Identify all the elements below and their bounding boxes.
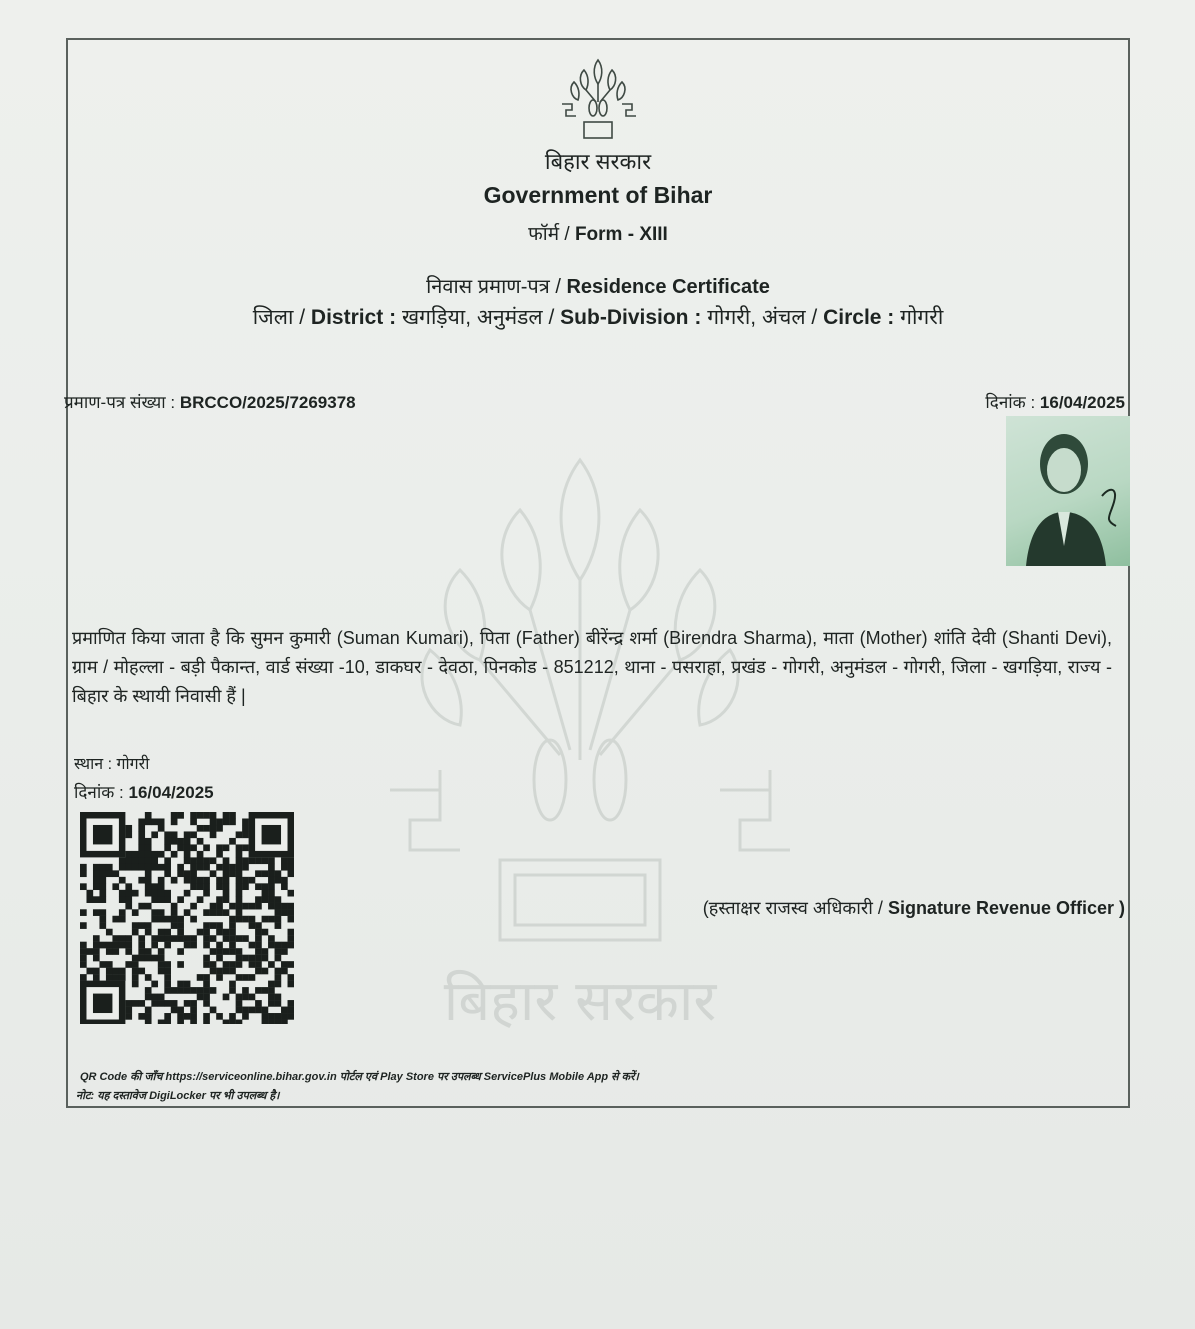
bihar-logo-icon [552,52,644,142]
district-label: District : [310,306,397,329]
subdivision-value: गोगरी, अंचल / [707,306,818,329]
cert-no-value: BRCCO/2025/7269378 [179,393,356,412]
footer-date-value: 16/04/2025 [128,783,214,802]
person-photo-icon [1006,416,1130,566]
applicant-photo [1006,416,1130,566]
signature-label [703,896,1125,920]
form-hindi: फॉर्म / [528,224,570,245]
bihar-emblem-watermark [370,420,790,1060]
hindi-title: बिहार सरकार [544,149,652,174]
digilocker-note: नोट: यह दस्तावेज DigiLocker पर भी उपलब्ध है। [76,1090,280,1102]
signature-english: Signature Revenue Officer ) [887,898,1125,918]
qr-verification-note: QR Code की जाँच https://serviceonline.bihar.gov.in पोर्टल एवं Play Store पर उपलब्ध ServicePlus Mobile App से करें। [80,1071,639,1083]
cert-hindi: निवास प्रमाण-पत्र / [426,276,561,298]
english-title: Government of Bihar [483,182,713,208]
watermark-text: बिहार सरकार [443,969,717,1034]
circle-label: Circle : [823,306,895,329]
district-hindi: जिला / [252,306,306,329]
footer-date [74,780,214,803]
footer-date-label: दिनांक : [74,783,124,802]
signature-hindi: (हस्ताक्षर राजस्व अधिकारी / [702,898,883,918]
issue-date-value: 16/04/2025 [1039,393,1125,412]
certificate-type [66,272,1130,299]
place-value: गोगरी [116,756,150,773]
district-value: खगड़िया, अनुमंडल / [401,306,555,329]
district-line [66,303,1130,331]
qr-code-icon [80,812,294,1024]
place-label: स्थान : [74,756,113,773]
issue-date-label: दिनांक : [985,393,1036,412]
certificate-body: प्रमाणित किया जाता है कि सुमन कुमारी (Suman Kumari), पिता (Father) बीरेंन्द्र शर्मा (Birendra Sharma), माता (Mother) शांति देवी (Shanti Devi), ग्राम / मोहल्ला - बड़ी पैकान्त, वार्ड संख्या -10, डाकघर - देवठा, पिनकोड - 851212, थाना - पसराहा, प्रखंड - गोगरी, अनुमंडल - गोगरी, जिला - खगड़िया, राज्य - बिहार के स्थायी निवासी हैं | [72,628,1112,706]
certificate-number [64,390,356,413]
place [74,752,149,774]
cert-no-label: प्रमाण-पत्र संख्या : [64,393,176,412]
cert-english: Residence Certificate [566,276,770,298]
form-number [66,220,1130,246]
circle-value: गोगरी [900,306,944,329]
subdivision-label: Sub-Division : [560,306,702,329]
issue-date [985,390,1125,413]
form-label: Form - XIII [574,224,668,245]
